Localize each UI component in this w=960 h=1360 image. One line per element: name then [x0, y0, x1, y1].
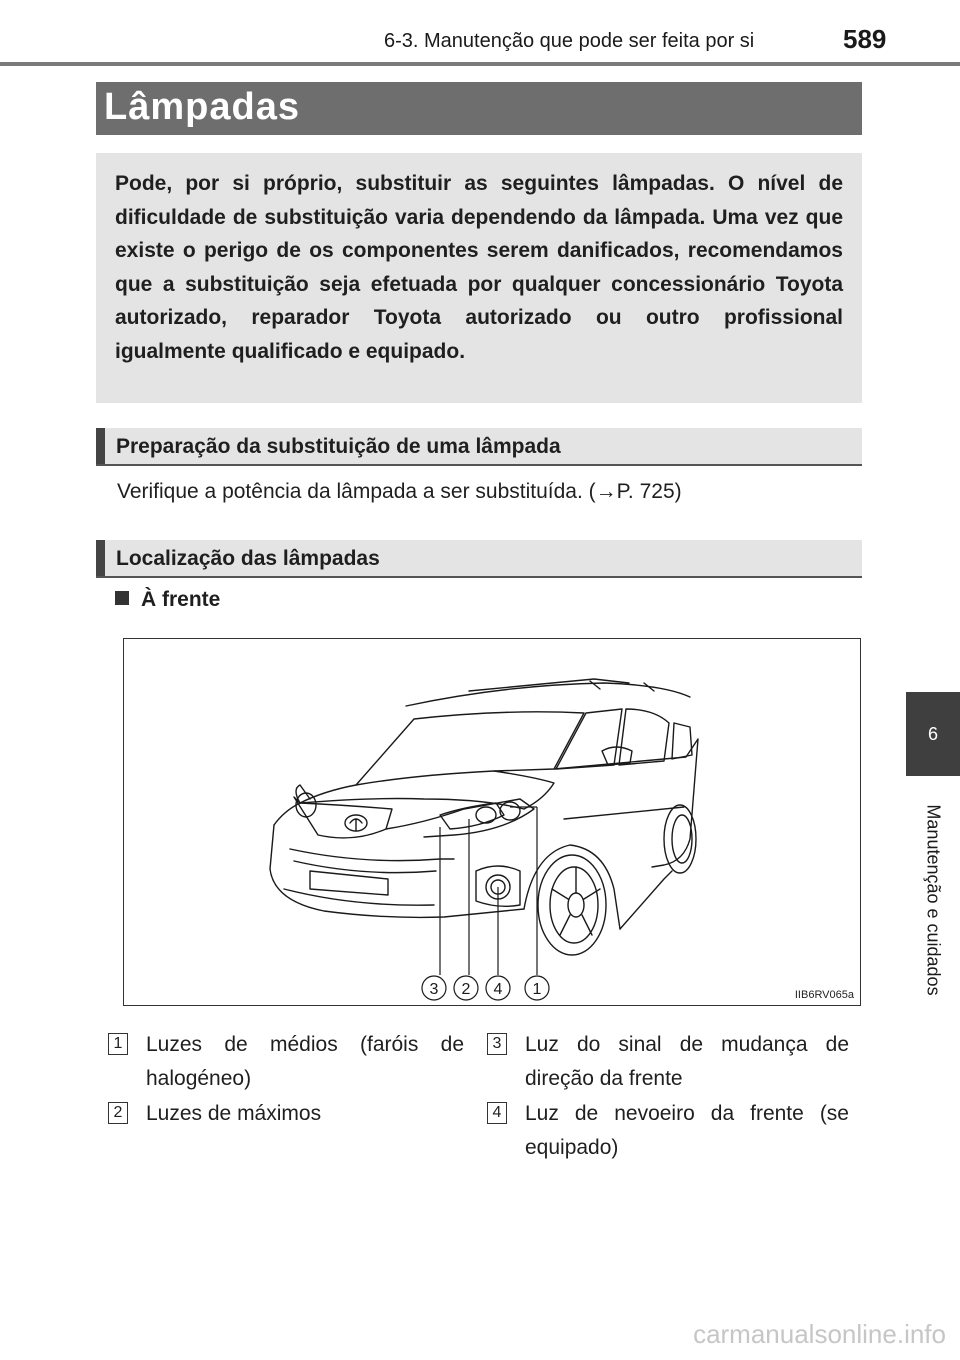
- legend-text: Luz do sinal de mudança de direção da frente: [525, 1033, 849, 1090]
- chapter-tab: [906, 692, 960, 776]
- legend-text: Luzes de máximos: [146, 1102, 322, 1125]
- front-subheading: [115, 588, 220, 612]
- page-title: Lâmpadas: [104, 86, 300, 128]
- location-heading: [96, 540, 862, 578]
- car-figure: [123, 638, 861, 1006]
- title-bar: [96, 82, 862, 135]
- front-subheading-text: À frente: [141, 588, 221, 611]
- square-bullet-icon: [115, 591, 129, 605]
- legend-number: 4: [487, 1102, 507, 1124]
- callout-label: 2: [461, 981, 471, 998]
- page-number: 589: [843, 24, 887, 54]
- callout-label: 3: [429, 981, 439, 998]
- legend-number: 2: [108, 1102, 128, 1124]
- callout-label: 4: [493, 981, 503, 998]
- preparation-heading: [96, 428, 862, 466]
- watermark: carmanualsonline.info: [693, 1319, 946, 1349]
- chapter-label: Manutenção e cuidados: [923, 804, 944, 996]
- header-section-title: 6-3. Manutenção que pode ser feita por si: [384, 30, 755, 52]
- legend-number: 3: [487, 1033, 507, 1055]
- header-rule: [0, 62, 960, 66]
- figure-code: IIB6RV065a: [794, 989, 854, 1001]
- preparation-text: Verifique a potência da lâmpada a ser substituída. (→P. 725): [117, 480, 682, 503]
- callout-label: 1: [532, 981, 542, 998]
- intro-text: Pode, por si próprio, substituir as seguintes lâmpadas. O nível de dificuldade de substituição varia dependendo da lâmpada. Uma vez que existe o perigo de os componentes serem danificados, recomendamos que a substituição seja efetuada por qualquer concessionário Toyota autorizado, reparador Toyota autorizado ou outro profissional igualmente qualificado e equipado.: [115, 172, 843, 363]
- chapter-number: 6: [927, 723, 938, 744]
- legend-text: Luzes de médios (faróis de halogéneo): [146, 1033, 464, 1090]
- legend-number: 1: [108, 1033, 128, 1055]
- location-heading-text: Localização das lâmpadas: [116, 547, 380, 570]
- car-illustration: [124, 639, 861, 1006]
- intro-box: [96, 153, 862, 403]
- preparation-heading-text: Preparação da substituição de uma lâmpada: [116, 435, 561, 458]
- legend-text: Luz de nevoeiro da frente (se equipado): [525, 1102, 849, 1159]
